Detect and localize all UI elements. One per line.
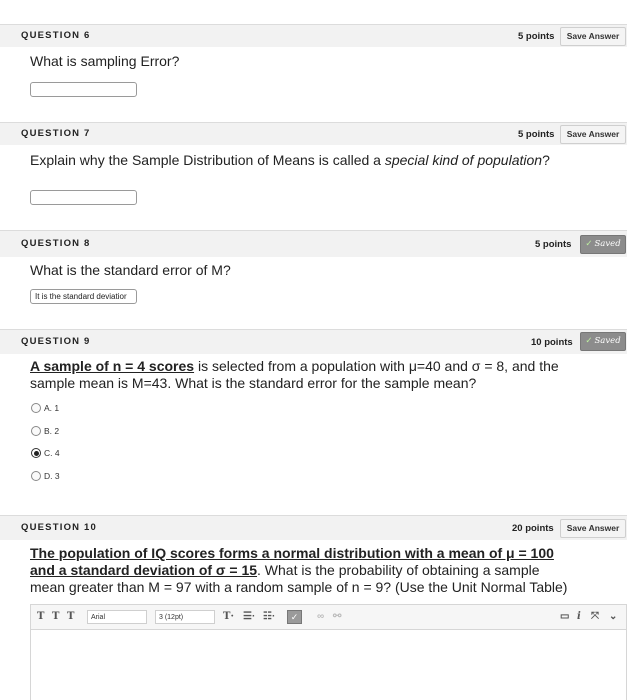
unlink-icon[interactable]: ⚯ bbox=[333, 611, 342, 622]
text-format-icon[interactable]: T bbox=[52, 611, 60, 622]
option-label: D. 3 bbox=[44, 471, 60, 481]
question-7-text-emphasis: special kind of population bbox=[384, 152, 543, 168]
option-label: C. 4 bbox=[44, 448, 60, 458]
saved-button-q9[interactable] bbox=[580, 332, 626, 351]
question-7-text-start: Explain why the Sample Distribution of Means is called a bbox=[30, 152, 385, 168]
font-size-select[interactable]: 3 (12pt) bbox=[155, 610, 215, 624]
check-icon: ✓ bbox=[585, 239, 593, 249]
option-b[interactable] bbox=[31, 426, 59, 436]
chevron-down-icon[interactable]: ⌄ bbox=[609, 611, 618, 622]
question-9-text-rest: is selected from a population with μ=40 and σ = 8, and the bbox=[194, 358, 559, 374]
fullscreen-icon[interactable]: ⤧ bbox=[591, 611, 599, 622]
question-8-answer-input[interactable]: It is the standard deviatior bbox=[30, 289, 137, 304]
answer-editor-q10[interactable] bbox=[30, 629, 627, 700]
question-7-label: QUESTION 7 bbox=[21, 128, 91, 139]
question-7-text-end: ? bbox=[542, 152, 550, 168]
question-6-points: 5 points bbox=[518, 31, 555, 42]
question-7-answer-input[interactable] bbox=[30, 190, 137, 205]
question-10-text bbox=[30, 545, 567, 596]
question-6-text: What is sampling Error? bbox=[30, 53, 180, 69]
question-10-line2-underlined: and a standard deviation of σ = 15 bbox=[30, 562, 258, 578]
option-label: A. 1 bbox=[44, 403, 60, 413]
option-d[interactable] bbox=[31, 471, 60, 481]
question-10-line2-rest: . What is the probability of obtaining a sample bbox=[257, 562, 540, 578]
option-label: B. 2 bbox=[44, 426, 60, 436]
numbered-list-icon[interactable]: ☷· bbox=[263, 611, 276, 622]
link-icon[interactable]: ∞ bbox=[317, 611, 325, 622]
spellcheck-icon[interactable]: ✓ bbox=[287, 610, 302, 624]
radio-button[interactable] bbox=[31, 426, 41, 436]
option-a[interactable] bbox=[31, 403, 59, 413]
font-family-select[interactable]: Arial bbox=[87, 610, 147, 624]
text-format-icon[interactable]: T bbox=[37, 611, 45, 622]
question-9-text-line2: sample mean is M=43. What is the standard error for the sample mean? bbox=[30, 375, 477, 391]
option-c[interactable] bbox=[31, 448, 60, 458]
text-color-icon[interactable]: T· bbox=[223, 611, 234, 622]
text-format-icon[interactable]: T bbox=[67, 611, 75, 622]
question-8-label: QUESTION 8 bbox=[21, 238, 91, 249]
saved-label-q9: Saved bbox=[594, 336, 621, 346]
info-icon[interactable]: i bbox=[577, 611, 581, 622]
question-10-line1: The population of IQ scores forms a normal distribution with a mean of μ = 100 bbox=[30, 545, 554, 561]
question-7-points: 5 points bbox=[518, 129, 555, 140]
question-10-points: 20 points bbox=[512, 523, 554, 534]
bullet-list-icon[interactable]: ☰· bbox=[243, 611, 256, 622]
radio-button-selected[interactable] bbox=[31, 448, 41, 458]
radio-button[interactable] bbox=[31, 471, 41, 481]
saved-label-q8: Saved bbox=[594, 239, 621, 249]
question-8-points: 5 points bbox=[535, 239, 572, 250]
radio-button[interactable] bbox=[31, 403, 41, 413]
check-icon: ✓ bbox=[585, 336, 593, 346]
question-9-points: 10 points bbox=[531, 337, 573, 348]
question-9-text bbox=[30, 358, 559, 392]
question-10-label: QUESTION 10 bbox=[21, 522, 98, 533]
question-6-label: QUESTION 6 bbox=[21, 30, 91, 41]
question-7-text bbox=[30, 152, 550, 169]
save-answer-button-q7[interactable]: Save Answer bbox=[560, 125, 626, 144]
editor-toolbar bbox=[30, 604, 627, 629]
save-answer-button-q6[interactable]: Save Answer bbox=[560, 27, 626, 46]
question-8-text: What is the standard error of M? bbox=[30, 262, 231, 278]
preview-icon[interactable]: ▭ bbox=[560, 611, 570, 622]
save-answer-button-q10[interactable]: Save Answer bbox=[560, 519, 626, 538]
question-6-answer-input[interactable] bbox=[30, 82, 137, 97]
saved-button-q8[interactable] bbox=[580, 235, 626, 254]
question-9-label: QUESTION 9 bbox=[21, 336, 91, 347]
question-8-header bbox=[0, 230, 627, 257]
question-10-line3: mean greater than M = 97 with a random sample of n = 9? (Use the Unit Normal Table) bbox=[30, 579, 568, 595]
question-9-text-underlined: A sample of n = 4 scores bbox=[30, 358, 195, 374]
